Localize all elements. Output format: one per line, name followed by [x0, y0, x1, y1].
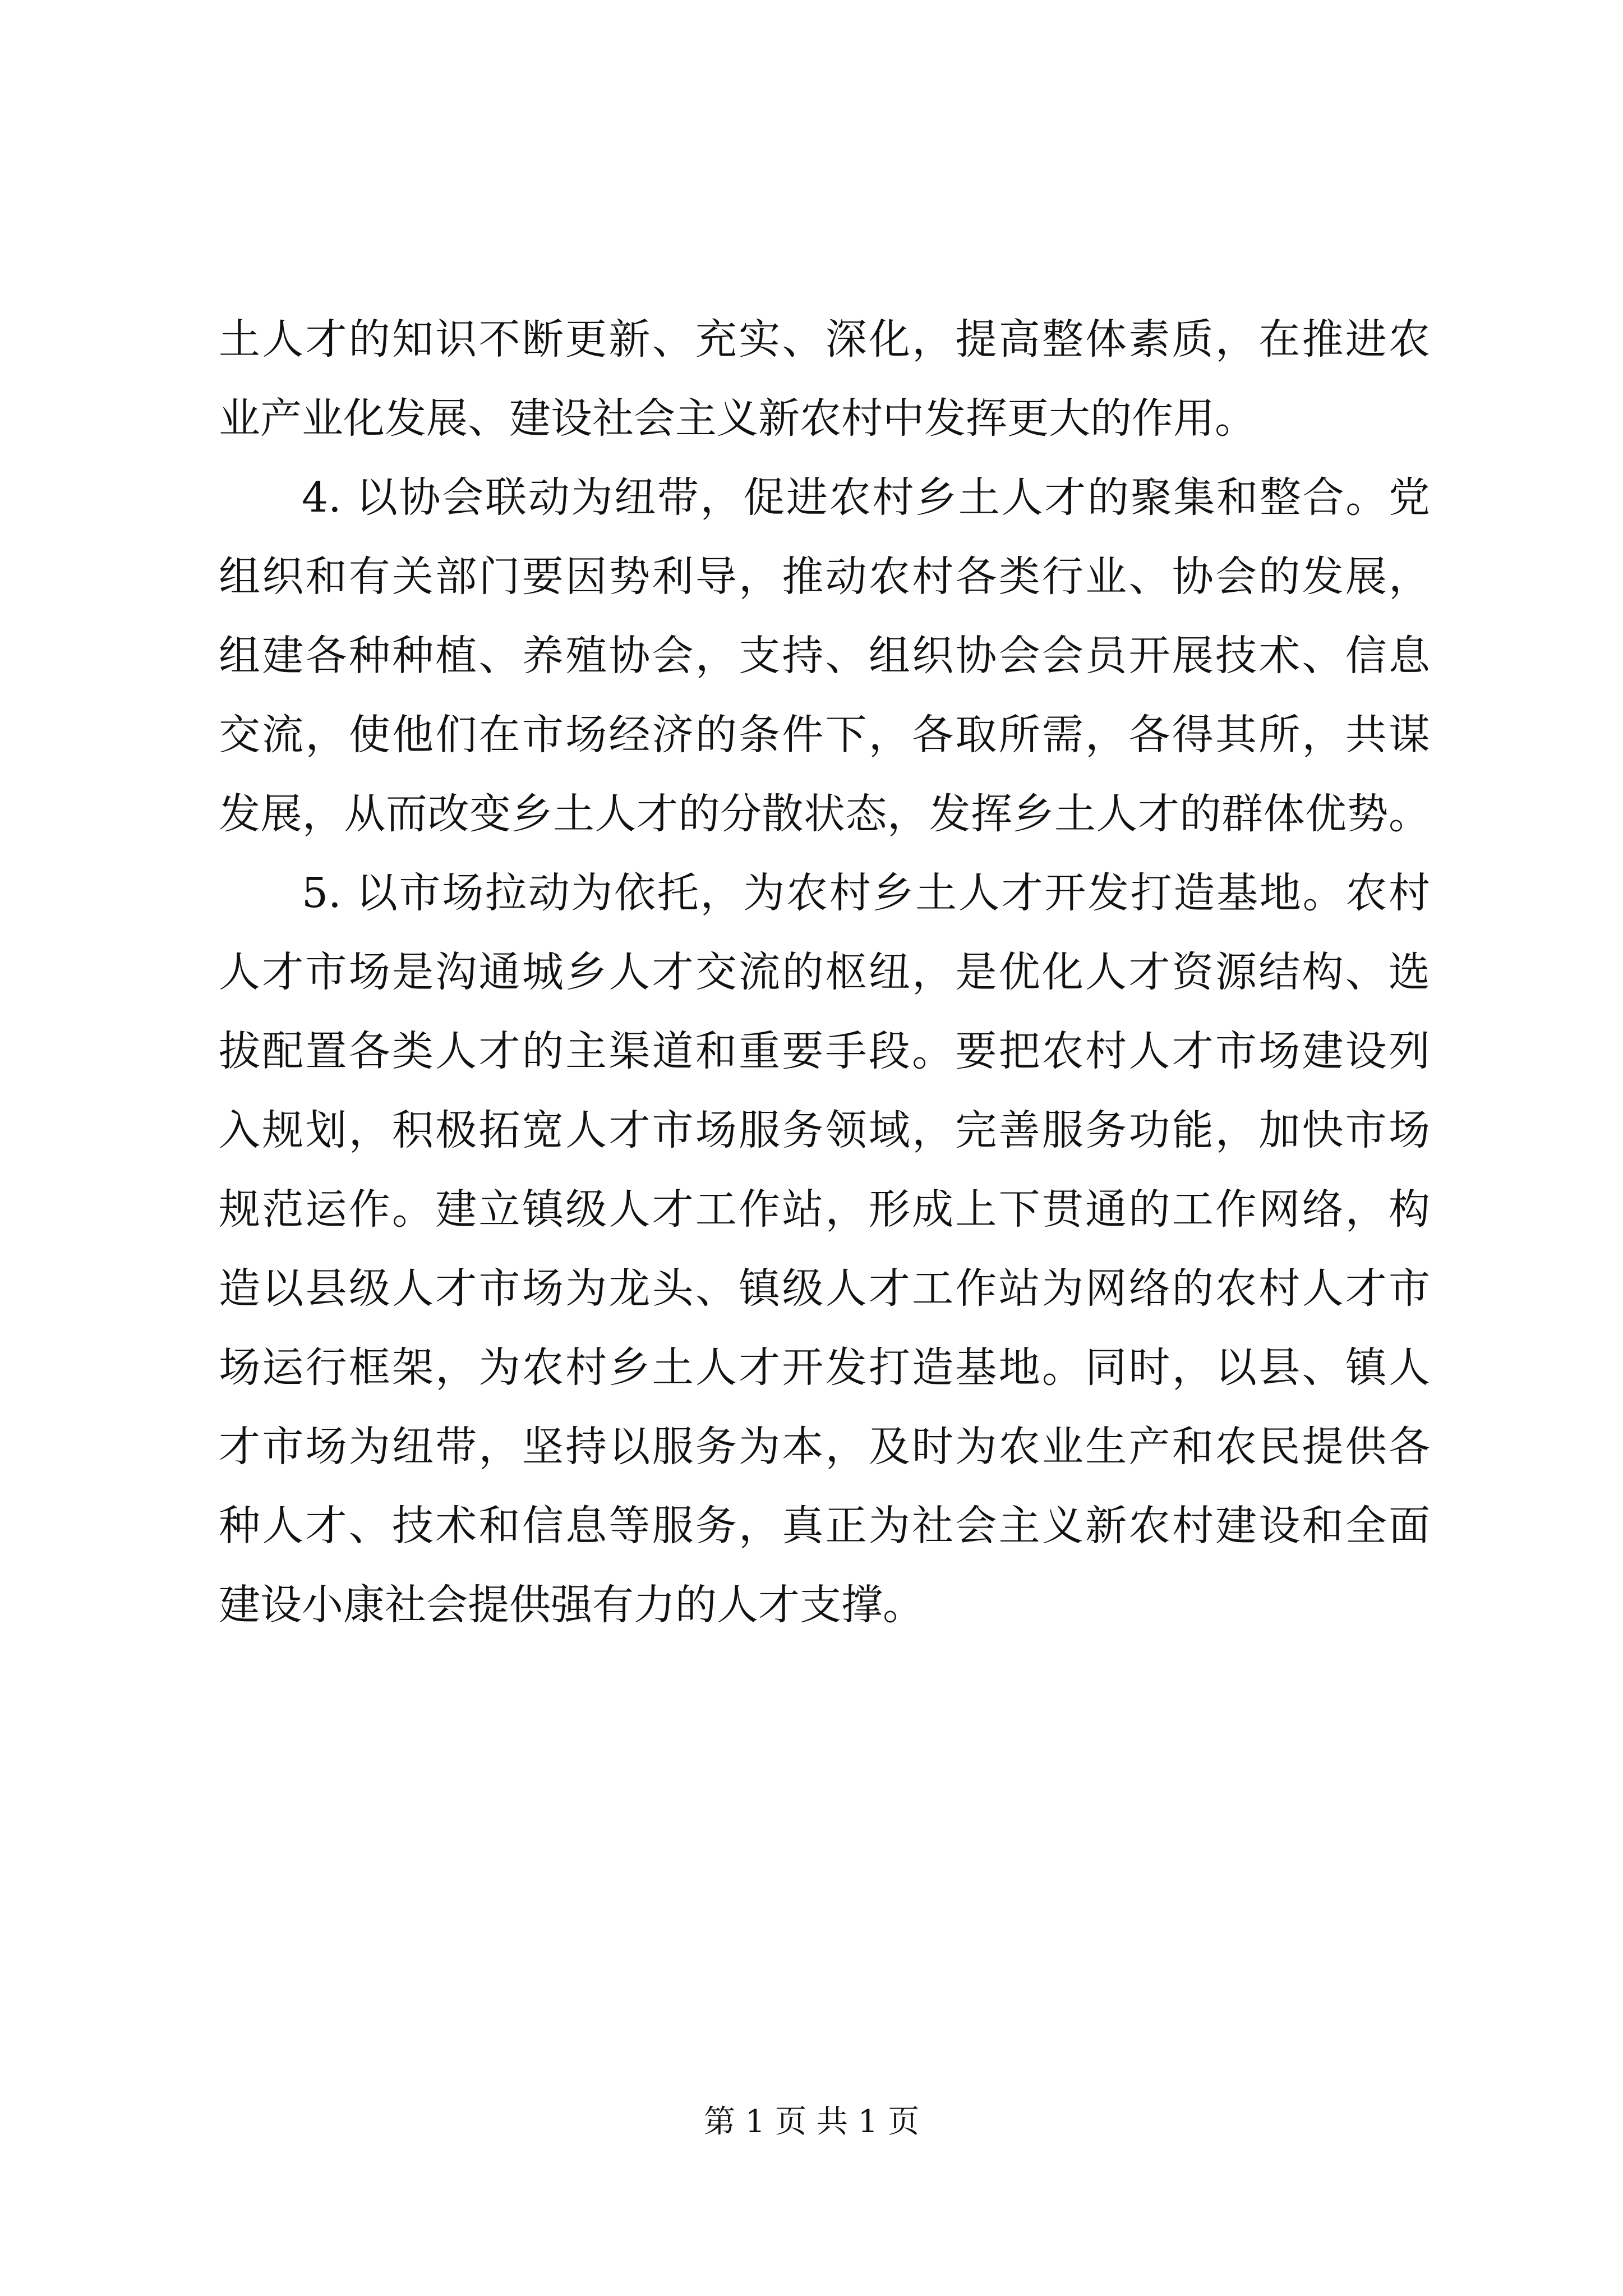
text-line: 拔配置各类人才的主渠道和重要手段。要把农村人才市场建设列 [219, 1027, 1430, 1075]
text-line: 建设小康社会提供强有力的人才支撑。 [219, 1581, 924, 1629]
text-line: 组织和有关部门要因势利导，推动农村各类行业、协会的发展， [219, 553, 1430, 601]
page-number-footer: 第 1 页 共 1 页 [703, 2104, 920, 2140]
text-line: 业产业化发展、建设社会主义新农村中发挥更大的作用。 [219, 394, 1256, 443]
text-line: 场运行框架，为农村乡土人才开发打造基地。同时，以县、镇人 [219, 1343, 1430, 1392]
text-line: 交流，使他们在市场经济的条件下，各取所需，各得其所，共谋 [219, 711, 1430, 759]
text-line: 造以县级人才市场为龙头、镇级人才工作站为网络的农村人才市 [219, 1264, 1430, 1313]
text-line: 土人才的知识不断更新、充实、深化，提高整体素质，在推进农 [219, 315, 1430, 364]
body-text [219, 300, 1430, 1645]
text-line: 人才市场是沟通城乡人才交流的枢纽，是优化人才资源结构、选 [219, 948, 1430, 996]
text-line: 种人才、技术和信息等服务，真正为社会主义新农村建设和全面 [219, 1502, 1430, 1550]
text-line: 发展，从而改变乡土人才的分散状态，发挥乡土人才的群体优势。 [219, 790, 1430, 838]
text-line: 入规划，积极拓宽人才市场服务领域，完善服务功能，加快市场 [219, 1106, 1430, 1154]
paragraph-5-first-line: 5. 以市场拉动为依托，为农村乡土人才开发打造基地。农村 [302, 869, 1430, 917]
text-line: 组建各种种植、养殖协会，支持、组织协会会员开展技术、信息 [219, 632, 1430, 680]
text-line: 规范运作。建立镇级人才工作站，形成上下贯通的工作网络，构 [219, 1185, 1430, 1234]
text-line: 才市场为纽带，坚持以服务为本，及时为农业生产和农民提供各 [219, 1423, 1430, 1471]
paragraph-4-first-line: 4. 以协会联动为纽带，促进农村乡土人才的聚集和整合。党 [302, 473, 1430, 522]
